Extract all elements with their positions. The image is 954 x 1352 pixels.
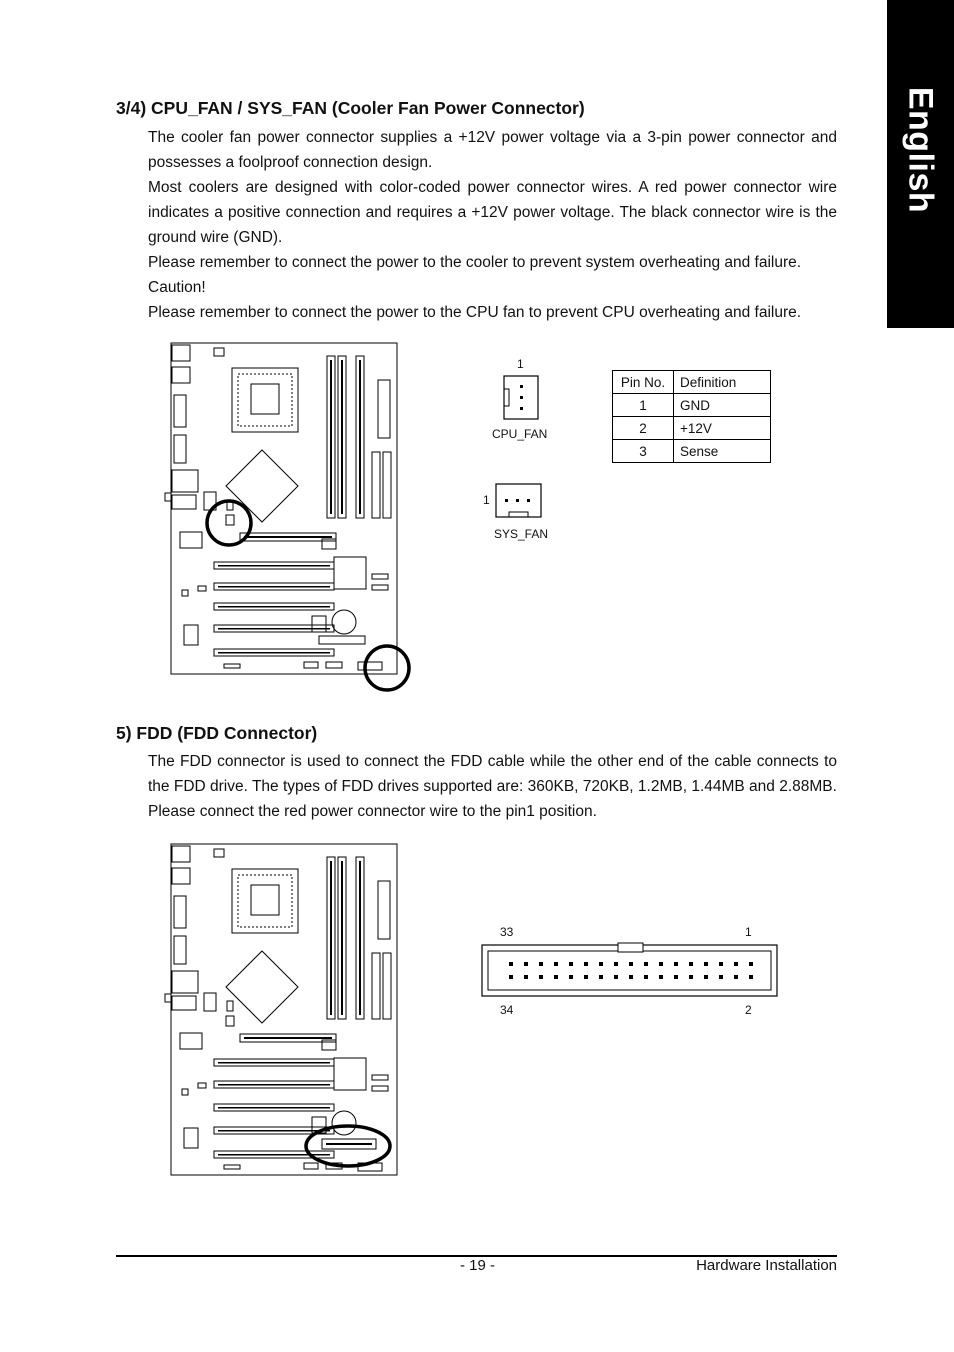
fan-paragraph-2: Most coolers are designed with color-coded power connector wires. A red power connector wire indicates a positive connection and requires a +12V power voltage. The black connector wire is the ground wire (GND). xyxy=(148,179,837,246)
fan-paragraph-4: Please remember to connect the power to the CPU fan to prevent CPU overheating and failure. xyxy=(148,304,802,321)
fdd-pin xyxy=(719,975,723,979)
fan-section-heading: 3/4) CPU_FAN / SYS_FAN (Cooler Fan Power Connector) xyxy=(116,98,585,118)
cpu-fan-label: CPU_FAN xyxy=(492,427,548,441)
fdd-paragraph-2: Please connect the red power connector wire to the pin1 position. xyxy=(148,803,597,820)
fdd-pin xyxy=(704,975,708,979)
fdd-pin xyxy=(719,962,723,966)
table-cell-pin: 1 xyxy=(613,394,674,417)
fdd-pin xyxy=(644,975,648,979)
table-header-pin: Pin No. xyxy=(613,371,674,394)
table-cell-definition: Sense xyxy=(674,440,771,463)
fdd-pin xyxy=(689,962,693,966)
fdd-pin xyxy=(539,975,543,979)
sys-fan-pin1-label: 1 xyxy=(483,493,490,507)
language-tab xyxy=(887,0,954,328)
fdd-pin xyxy=(524,962,528,966)
fdd-pin xyxy=(509,962,513,966)
fdd-pin xyxy=(674,962,678,966)
fdd-connector xyxy=(481,942,779,998)
fdd-section-body xyxy=(148,749,837,824)
sys-fan-label: SYS_FAN xyxy=(494,527,549,541)
table-row xyxy=(613,417,771,440)
fdd-pin xyxy=(659,975,663,979)
motherboard-diagram-fan xyxy=(160,340,420,695)
table-header-row xyxy=(613,371,771,394)
fdd-pin-33-label: 33 xyxy=(500,925,514,939)
fdd-pin xyxy=(659,962,663,966)
fdd-pin xyxy=(599,975,603,979)
fdd-paragraph-1: The FDD connector is used to connect the FDD cable while the other end of the cable connects to the FDD drive. The types of FDD drives supported are: 360KB, 720KB, 1.2MB, 1.44MB and 2.88MB. xyxy=(148,753,837,795)
fdd-pin xyxy=(614,962,618,966)
fan-pin-table xyxy=(612,370,771,463)
motherboard-diagram-fdd xyxy=(160,841,420,1186)
table-header-definition: Definition xyxy=(674,371,771,394)
fdd-pin xyxy=(734,962,738,966)
fdd-pin xyxy=(674,975,678,979)
footer-section-title: Hardware Installation xyxy=(696,1257,837,1274)
fdd-pin xyxy=(614,975,618,979)
fdd-pin xyxy=(524,975,528,979)
fdd-pin xyxy=(749,975,753,979)
fdd-pin-1-label: 1 xyxy=(745,925,752,939)
fdd-section-heading: 5) FDD (FDD Connector) xyxy=(116,723,318,743)
table-cell-pin: 3 xyxy=(613,440,674,463)
fdd-pin xyxy=(704,962,708,966)
fdd-pin xyxy=(509,975,513,979)
fdd-pin-34-label: 34 xyxy=(500,1003,514,1017)
fdd-pin-2-label: 2 xyxy=(745,1003,752,1017)
fdd-pin xyxy=(629,962,633,966)
table-row xyxy=(613,394,771,417)
fdd-pin xyxy=(644,962,648,966)
language-tab-label: English xyxy=(901,86,940,214)
fdd-pin xyxy=(734,975,738,979)
fan-paragraph-1: The cooler fan power connector supplies a +12V power voltage via a 3-pin power connector and possesses a foolproof connection design. xyxy=(148,129,837,171)
fdd-pin xyxy=(629,975,633,979)
table-cell-pin: 2 xyxy=(613,417,674,440)
table-cell-definition: +12V xyxy=(674,417,771,440)
table-row xyxy=(613,440,771,463)
fdd-pin xyxy=(554,975,558,979)
cpu-fan-pin1-label: 1 xyxy=(517,357,524,371)
cpu-fan-connector xyxy=(503,375,539,420)
fdd-pin xyxy=(569,962,573,966)
sys-fan-connector xyxy=(495,483,542,519)
fdd-pin xyxy=(599,962,603,966)
fdd-pin xyxy=(554,962,558,966)
fdd-pin xyxy=(689,975,693,979)
fdd-pin xyxy=(749,962,753,966)
fdd-pin xyxy=(539,962,543,966)
fdd-pin xyxy=(584,962,588,966)
fdd-pin xyxy=(584,975,588,979)
page-number: - 19 - xyxy=(460,1257,496,1274)
fan-caution: Caution! xyxy=(148,279,206,296)
fdd-pin xyxy=(569,975,573,979)
fan-paragraph-3: Please remember to connect the power to the cooler to prevent system overheating and failure. xyxy=(148,254,802,271)
table-cell-definition: GND xyxy=(674,394,771,417)
fan-section-body xyxy=(148,125,837,325)
